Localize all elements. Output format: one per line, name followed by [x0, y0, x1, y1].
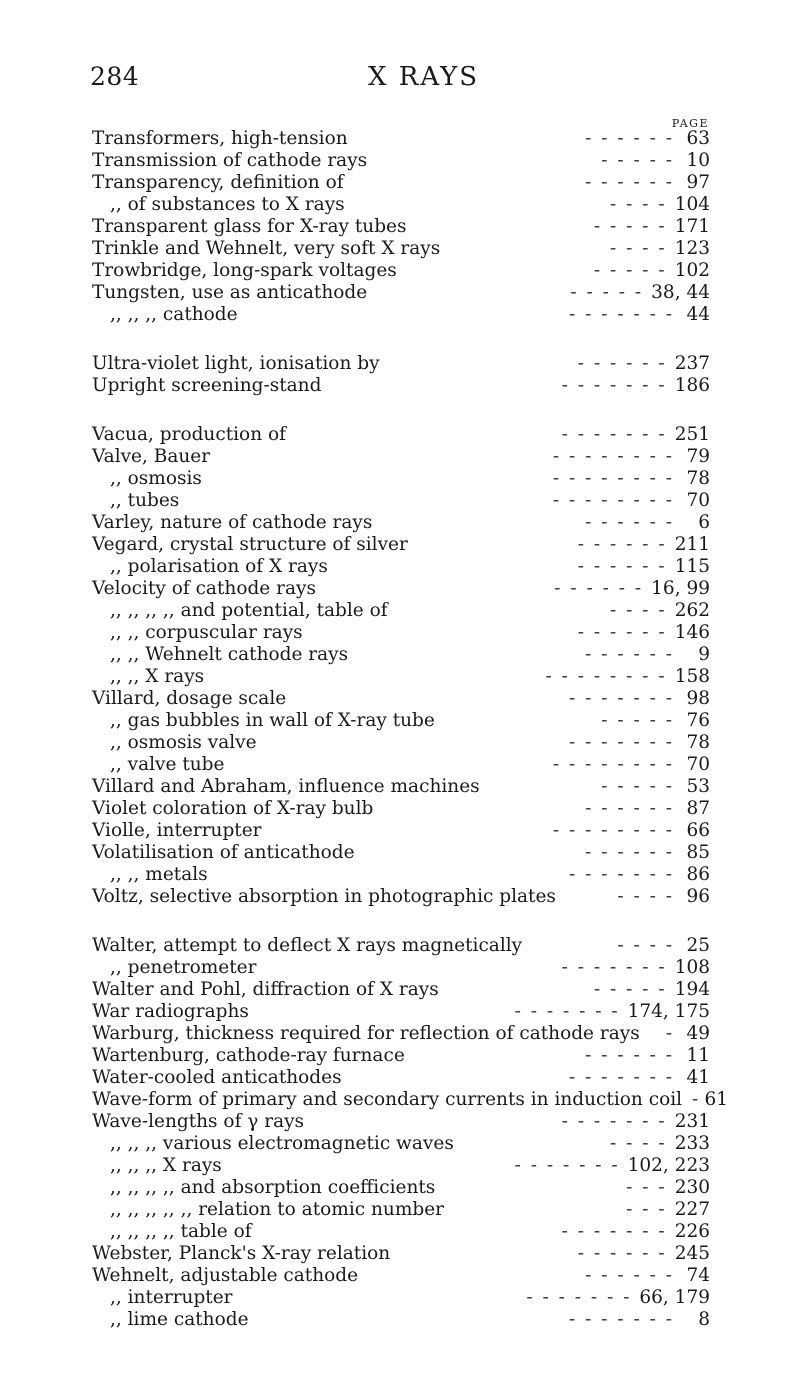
index-entry	[92, 260, 710, 282]
entry-leader: - - - -	[610, 1133, 667, 1154]
index-entry	[92, 1111, 710, 1133]
index-entry	[92, 556, 710, 578]
index-entry	[92, 979, 710, 1001]
index-entry	[92, 1023, 710, 1045]
entry-leader: - - - - -	[593, 979, 667, 1000]
index-entry	[92, 957, 710, 979]
entry-leader: - - - - - -	[585, 1045, 674, 1066]
entry-page-number: 41	[686, 1067, 710, 1088]
entry-text: Trowbridge, long-spark voltages	[92, 260, 397, 281]
entry-leader: - - - - - - -	[561, 1221, 667, 1242]
entry-text: War radiographs	[92, 1001, 249, 1022]
index-entry	[92, 304, 710, 326]
entry-leader: - - - - -	[593, 216, 667, 237]
entry-text: ,, polarisation of X rays	[110, 556, 328, 577]
index-group	[92, 935, 729, 1331]
entry-page-number: 245	[674, 1243, 710, 1264]
entry-page-number: 74	[686, 1265, 710, 1286]
entry-leader: - - - - - -	[577, 622, 667, 643]
entry-page-number: 78	[686, 732, 710, 753]
entry-leader: - - -	[626, 1177, 667, 1198]
index-entry	[92, 1045, 710, 1067]
page-header	[90, 62, 710, 98]
entry-page-number: 61	[704, 1089, 729, 1110]
entry-page-number: 96	[686, 886, 710, 907]
entry-page-number: 194	[674, 979, 710, 1000]
entry-leader: - - - - - - - -	[552, 446, 674, 467]
entry-page-number: 123	[674, 238, 710, 259]
entry-text: Violle, interrupter	[92, 820, 262, 841]
entry-leader: - - - - - - - -	[545, 666, 667, 687]
entry-text: Vacua, production of	[92, 424, 286, 445]
entry-text: Villard, dosage scale	[92, 688, 287, 709]
entry-page-number: 98	[686, 688, 710, 709]
index-entry	[92, 644, 710, 666]
index-entry	[92, 1089, 729, 1111]
index-entry	[92, 1067, 710, 1089]
index-entry	[92, 446, 710, 468]
entry-page-number: 104	[674, 194, 710, 215]
entry-leader: - - - - - -	[585, 842, 674, 863]
entry-text: ,, ,, ,, ,, and potential, table of	[110, 600, 388, 621]
entry-leader: - - - - - - -	[526, 1287, 632, 1308]
index-entry	[92, 238, 710, 260]
entry-text: Wartenburg, cathode-ray furnace	[92, 1045, 405, 1066]
entry-leader: - - - - - - -	[561, 424, 667, 445]
entry-text: ,, penetrometer	[110, 957, 257, 978]
entry-leader: - - - - - -	[585, 512, 674, 533]
entry-leader: - - - - - - -	[568, 688, 674, 709]
index-entry	[92, 1265, 710, 1287]
entry-text: Villard and Abraham, influence machines	[92, 776, 480, 797]
entry-page-number: 211	[674, 534, 710, 555]
entry-text: ,, ,, X rays	[110, 666, 205, 687]
entry-leader: - - - - - - -	[568, 732, 674, 753]
entry-leader: - - - - - - -	[561, 1111, 667, 1132]
index-entry	[92, 820, 710, 842]
entry-leader: - - -	[626, 1199, 667, 1220]
entry-leader: - - - - - - - -	[552, 754, 674, 775]
entry-page-number: 63	[686, 128, 710, 149]
page-column-label: PAGE	[671, 117, 709, 130]
entry-text: ,, ,, Wehnelt cathode rays	[110, 644, 349, 665]
entry-page-number: 233	[674, 1133, 710, 1154]
index-entry	[92, 600, 710, 622]
entry-page-number: 44	[686, 304, 710, 325]
entry-leader: - - - -	[617, 886, 674, 907]
entry-text: ,, lime cathode	[110, 1309, 249, 1330]
entry-leader: - - - - - -	[577, 1243, 667, 1264]
entry-page-number: 102	[674, 260, 710, 281]
entry-leader: - - - - - - -	[568, 864, 674, 885]
entry-text: Ultra-violet light, ionisation by	[92, 353, 380, 374]
entry-leader: - - - - - - -	[568, 1309, 674, 1330]
entry-page-number: 66, 179	[639, 1287, 710, 1308]
index-entry	[92, 353, 710, 375]
index-entry	[92, 688, 710, 710]
entry-page-number: 262	[674, 600, 710, 621]
entry-page-number: 226	[674, 1221, 710, 1242]
entry-leader: - - - - - - -	[514, 1001, 620, 1022]
index-entry	[92, 468, 710, 490]
entry-text: Velocity of cathode rays	[92, 578, 316, 599]
entry-text: Webster, Planck's X-ray relation	[92, 1243, 391, 1264]
index-entry	[92, 886, 710, 908]
index-entry	[92, 864, 710, 886]
entry-text: ,, ,, ,, various electromagnetic waves	[110, 1133, 454, 1154]
entry-text: Transparency, definition of	[92, 172, 344, 193]
entry-leader: - - - - -	[570, 282, 644, 303]
index-entry	[92, 1177, 710, 1199]
entry-page-number: 25	[686, 935, 710, 956]
entry-leader: - - - -	[610, 600, 667, 621]
index-entry	[92, 534, 710, 556]
index-entry	[92, 1199, 710, 1221]
entry-text: ,, ,, ,, cathode	[110, 304, 238, 325]
entry-page-number: 70	[686, 490, 710, 511]
entry-page-number: 6	[698, 512, 710, 533]
index-entry	[92, 424, 710, 446]
index-entry	[92, 666, 710, 688]
entry-leader: - - - -	[617, 935, 674, 956]
index-entry	[92, 375, 710, 397]
index-entry	[92, 842, 710, 864]
entry-leader: - - - - - -	[585, 172, 674, 193]
entry-text: ,, ,, metals	[110, 864, 208, 885]
entry-page-number: 85	[686, 842, 710, 863]
entry-text: Transmission of cathode rays	[92, 150, 368, 171]
entry-text: Trinkle and Wehnelt, very soft X rays	[92, 238, 441, 259]
entry-leader: - - - - - - - -	[552, 490, 674, 511]
entry-page-number: 158	[674, 666, 710, 687]
index-entry	[92, 490, 710, 512]
entry-page-number: 146	[674, 622, 710, 643]
entry-page-number: 78	[686, 468, 710, 489]
entry-leader: - - - - -	[601, 150, 674, 171]
entry-leader: -	[692, 1089, 701, 1110]
entry-leader: - - - - - - -	[514, 1155, 620, 1176]
index-entry	[92, 710, 710, 732]
entry-text: ,, ,, ,, ,, table of	[110, 1221, 252, 1242]
entry-leader: - - - - - - -	[568, 304, 674, 325]
entry-page-number: 87	[686, 798, 710, 819]
entry-leader: - - - - -	[593, 260, 667, 281]
index-entry	[92, 798, 710, 820]
entry-text: ,, ,, ,, ,, and absorption coefficients	[110, 1177, 436, 1198]
entry-page-number: 38, 44	[651, 282, 710, 303]
index-entry	[92, 216, 710, 238]
entry-page-number: 230	[674, 1177, 710, 1198]
entry-text: Voltz, selective absorption in photographic plates	[92, 886, 556, 907]
entry-page-number: 97	[686, 172, 710, 193]
entry-leader: - - - - - - -	[568, 1067, 674, 1088]
entry-text: ,, of substances to X rays	[110, 194, 345, 215]
entry-text: Upright screening-stand	[92, 375, 322, 396]
index-entry	[92, 1221, 710, 1243]
entry-leader: - - - - - - -	[561, 375, 667, 396]
entry-text: ,, interrupter	[110, 1287, 233, 1308]
entry-leader: - - - - -	[601, 710, 674, 731]
index-entry	[92, 776, 710, 798]
entry-page-number: 251	[674, 424, 710, 445]
index-entry	[92, 578, 710, 600]
entry-text: Water-cooled anticathodes	[92, 1067, 342, 1088]
entry-leader: - - - - - - -	[561, 957, 667, 978]
entry-text: Walter and Pohl, diffraction of X rays	[92, 979, 439, 1000]
entry-leader: - - - - -	[601, 776, 674, 797]
entry-text: ,, ,, ,, ,, ,, relation to atomic number	[110, 1199, 444, 1220]
entry-leader: - - - - - -	[585, 128, 674, 149]
entry-text: Violet coloration of X-ray bulb	[92, 798, 374, 819]
entry-page-number: 70	[686, 754, 710, 775]
entry-text: Vegard, crystal structure of silver	[92, 534, 408, 555]
entry-page-number: 76	[686, 710, 710, 731]
entry-page-number: 237	[674, 353, 710, 374]
entry-leader: - - - - - -	[577, 534, 667, 555]
entry-text: ,, ,, ,, X rays	[110, 1155, 222, 1176]
index-entry	[92, 1001, 710, 1023]
index-entry	[92, 732, 710, 754]
entry-leader: -	[665, 1023, 674, 1044]
index-entry	[92, 1287, 710, 1309]
index-group	[92, 424, 710, 908]
index-entry	[92, 172, 710, 194]
entry-text: Volatilisation of anticathode	[92, 842, 355, 863]
entry-page-number: 8	[698, 1309, 710, 1330]
entry-page-number: 9	[698, 644, 710, 665]
entry-leader: - - - -	[610, 194, 667, 215]
entry-page-number: 102, 223	[627, 1155, 710, 1176]
entry-page-number: 115	[674, 556, 710, 577]
entry-leader: - - - - - -	[585, 1265, 674, 1286]
entry-page-number: 16, 99	[651, 578, 710, 599]
index-entry	[92, 512, 710, 534]
entry-text: ,, gas bubbles in wall of X-ray tube	[110, 710, 435, 731]
entry-page-number: 10	[686, 150, 710, 171]
entry-page-number: 186	[674, 375, 710, 396]
running-title: X RAYS	[368, 62, 480, 92]
entry-text: ,, ,, corpuscular rays	[110, 622, 303, 643]
entry-text: ,, osmosis valve	[110, 732, 257, 753]
entry-leader: - - - - - - - -	[552, 820, 674, 841]
entry-page-number: 49	[686, 1023, 710, 1044]
entry-text: Walter, attempt to deflect X rays magnetically	[92, 935, 523, 956]
entry-text: Wehnelt, adjustable cathode	[92, 1265, 359, 1286]
entry-page-number: 86	[686, 864, 710, 885]
entry-leader: - - - - - -	[585, 644, 674, 665]
entry-text: ,, osmosis	[110, 468, 202, 489]
index-entry	[92, 150, 710, 172]
entry-text: Transformers, high-tension	[92, 128, 348, 149]
entry-page-number: 108	[674, 957, 710, 978]
entry-text: ,, valve tube	[110, 754, 225, 775]
entry-text: Tungsten, use as anticathode	[92, 282, 368, 303]
index-group	[92, 128, 710, 326]
entry-text: Wave-lengths of γ rays	[92, 1111, 305, 1132]
index-entry	[92, 622, 710, 644]
entry-leader: - - - - - -	[585, 798, 674, 819]
entry-text: Transparent glass for X-ray tubes	[92, 216, 407, 237]
entry-leader: - - - - - -	[577, 556, 667, 577]
index-entry	[92, 1155, 710, 1177]
index-entry	[92, 282, 710, 304]
entry-page-number: 66	[686, 820, 710, 841]
entry-text: Wave-form of primary and secondary currents in induction coil	[92, 1089, 683, 1110]
entry-text: Varley, nature of cathode rays	[92, 512, 373, 533]
index-entry	[92, 128, 710, 150]
entry-leader: - - - -	[610, 238, 667, 259]
index-entry	[92, 1243, 710, 1265]
entry-page-number: 227	[674, 1199, 710, 1220]
entry-page-number: 11	[686, 1045, 710, 1066]
entry-page-number: 79	[686, 446, 710, 467]
index-list	[92, 128, 729, 1358]
index-entry	[92, 935, 710, 957]
page-number: 284	[90, 62, 140, 91]
index-entry	[92, 194, 710, 216]
index-entry	[92, 1133, 710, 1155]
entry-text: Valve, Bauer	[92, 446, 211, 467]
entry-page-number: 174, 175	[627, 1001, 710, 1022]
entry-leader: - - - - - -	[577, 353, 667, 374]
index-entry	[92, 754, 710, 776]
entry-leader: - - - - - - - -	[552, 468, 674, 489]
entry-leader: - - - - - -	[554, 578, 644, 599]
entry-text: Warburg, thickness required for reflection of cathode rays	[92, 1023, 640, 1044]
entry-page-number: 53	[686, 776, 710, 797]
entry-page-number: 231	[674, 1111, 710, 1132]
index-entry	[92, 1309, 710, 1331]
entry-page-number: 171	[674, 216, 710, 237]
index-group	[92, 353, 710, 397]
entry-text: ,, tubes	[110, 490, 180, 511]
